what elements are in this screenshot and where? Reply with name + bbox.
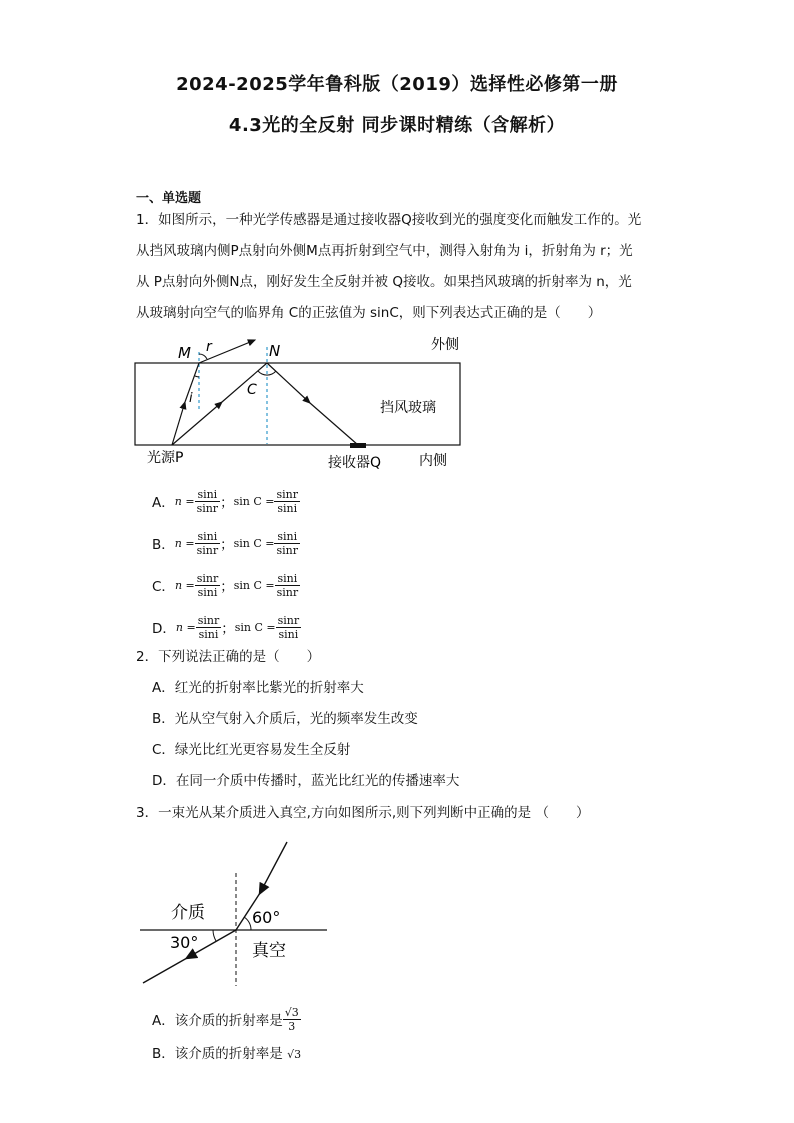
label-medium: 介质 (171, 903, 205, 923)
question-2-stem: 2．下列说法正确的是（ ） (136, 649, 321, 665)
sinC-fraction: $\frac{\sin r}{\sin i}$ (277, 613, 300, 641)
separator: ； (220, 579, 234, 595)
q1-option-c[interactable] (152, 564, 301, 606)
sinC-eq: sin C = (234, 620, 276, 634)
separator: ； (220, 537, 234, 553)
separator: ； (220, 495, 234, 511)
label-r: r (206, 339, 212, 355)
windshield-figure (130, 332, 480, 477)
q1-options (152, 480, 301, 648)
q3-option-b[interactable] (152, 1043, 301, 1065)
label-i: i (189, 391, 193, 406)
label-source: 光源P (147, 450, 184, 466)
refraction-figure (135, 838, 335, 988)
n-fraction: $\frac{\sin i}{\sin r}$ (196, 487, 219, 515)
label-vacuum: 真空 (252, 941, 286, 961)
label-30-deg: 30° (170, 933, 199, 952)
option-letter: A． (152, 495, 175, 511)
label-N: N (269, 342, 281, 360)
q1-line-2: 从挡风玻璃内侧P点射向外侧M点再折射到空气中，测得入射角为 i，折射角为 r；光 (136, 243, 633, 259)
sinC-eq: sin C = (233, 536, 275, 550)
page-title-line1: 2024-2025学年鲁科版（2019）选择性必修第一册 (176, 74, 618, 95)
section-heading: 一、单选题 (136, 191, 202, 206)
sinC-eq: sin C = (233, 578, 275, 592)
sinC-fraction: $\frac{\sin i}{\sin r}$ (276, 571, 299, 599)
q1-line-4: 从玻璃射向空气的临界角 C的正弦值为 sinC，则下列表达式正确的是（ ） (136, 305, 602, 321)
q2-option-c[interactable]: C．绿光比红光更容易发生全反射 (152, 742, 351, 758)
option-a-text: A．该介质的折射率是 (152, 1013, 283, 1029)
n-fraction: $\frac{\sin r}{\sin i}$ (196, 571, 219, 599)
option-letter: D． (152, 621, 176, 637)
separator: ； (221, 621, 235, 637)
option-b-text: B．该介质的折射率是 (152, 1046, 283, 1062)
label-60-deg: 60° (252, 908, 281, 927)
label-glass: 挡风玻璃 (380, 400, 436, 416)
sinC-eq: sin C = (233, 494, 275, 508)
n-eq: n = (174, 578, 195, 592)
q1-option-b[interactable] (152, 522, 301, 564)
question-3-stem: 3．一束光从某介质进入真空,方向如图所示,则下列判断中正确的是 （ ） (136, 805, 590, 821)
q2-option-a[interactable]: A．红光的折射率比紫光的折射率大 (152, 680, 364, 696)
q3-option-a[interactable] (152, 1002, 301, 1036)
page-title-line2: 4.3光的全反射 同步课时精练（含解析） (228, 115, 566, 136)
sqrt3-over-3: $\frac{√3}{3}$ (284, 1005, 299, 1033)
label-receiver: 接收器Q (328, 455, 382, 471)
sinC-fraction: $\frac{\sin r}{\sin i}$ (276, 487, 298, 515)
q2-option-b[interactable]: B．光从空气射入介质后，光的频率发生改变 (152, 711, 418, 727)
receiver-block (350, 443, 366, 448)
q1-line-1: 1．如图所示，一种光学传感器是通过接收器Q接收到光的强度变化而触发工作的。光 (136, 212, 642, 228)
label-C: C (247, 382, 257, 398)
sqrt3-value: √3 (287, 1048, 302, 1061)
question-1-stem (136, 205, 641, 329)
sinC-fraction: $\frac{\sin i}{\sin r}$ (276, 529, 298, 557)
n-eq: n = (174, 494, 195, 508)
q1-option-a[interactable] (152, 480, 301, 522)
label-inside: 内侧 (419, 453, 447, 469)
n-fraction: $\frac{\sin i}{\sin r}$ (196, 529, 219, 557)
option-letter: C． (152, 579, 175, 595)
n-eq: n = (175, 620, 196, 634)
n-fraction: $\frac{\sin r}{\sin i}$ (197, 613, 220, 641)
n-eq: n = (174, 536, 195, 550)
q1-line-3: 从 P点射向外侧N点，刚好发生全反射并被 Q接收。如果挡风玻璃的折射率为 n，光 (136, 274, 632, 290)
q2-option-d[interactable]: D．在同一介质中传播时，蓝光比红光的传播速率大 (152, 773, 460, 789)
label-M: M (178, 344, 191, 362)
option-letter: B． (152, 537, 175, 553)
label-outside: 外侧 (431, 337, 459, 353)
q2-options (152, 673, 459, 797)
